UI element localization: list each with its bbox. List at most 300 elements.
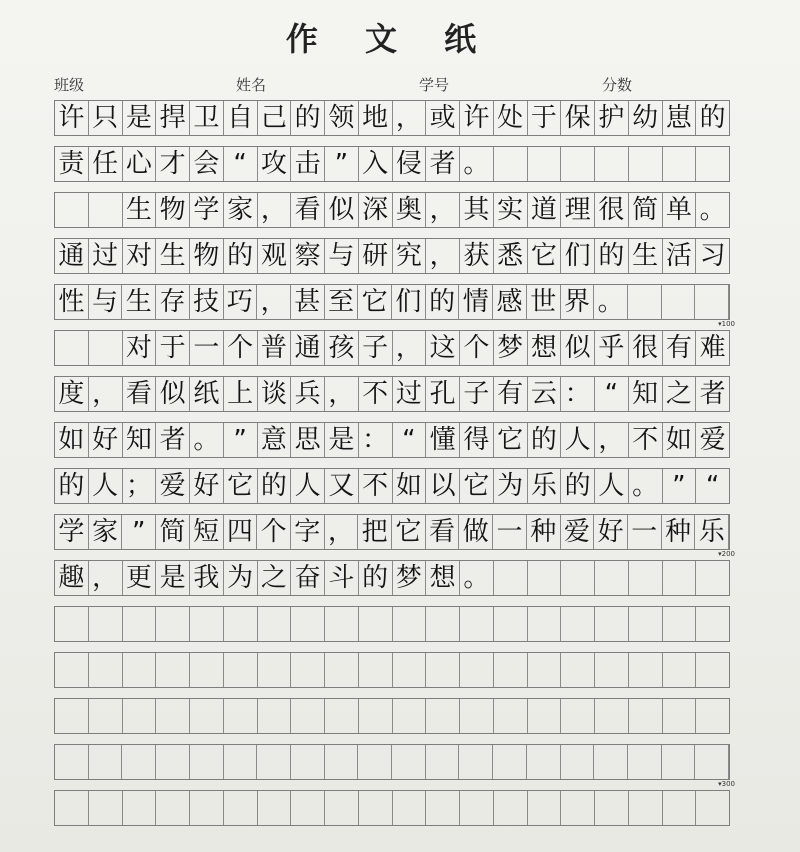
grid-cell: 理	[561, 193, 595, 227]
grid-cell: 子	[460, 377, 494, 411]
grid-cell: 人	[561, 423, 595, 457]
grid-cell: 活	[663, 239, 697, 273]
grid-cell: 生	[156, 239, 190, 273]
grid-cell: 种	[662, 515, 696, 549]
grid-cell	[628, 285, 662, 319]
grid-cell: 通	[291, 331, 325, 365]
grid-cell	[257, 745, 291, 779]
grid-cell: 又	[325, 469, 359, 503]
grid-cell: 己	[258, 101, 292, 135]
grid-cell: 情	[459, 285, 493, 319]
grid-cell: 云	[528, 377, 562, 411]
grid-cell	[291, 791, 325, 825]
grid-cell: 普	[258, 331, 292, 365]
grid-cell: 悉	[494, 239, 528, 273]
grid-cell	[89, 699, 123, 733]
grid-cell: 爱	[561, 515, 595, 549]
grid-cell: 击	[291, 147, 325, 181]
grid-cell: 人	[291, 469, 325, 503]
grid-cell: 为	[224, 561, 258, 595]
grid-cell	[594, 745, 628, 779]
grid-row	[54, 744, 735, 788]
grid-cell: 巧	[224, 285, 258, 319]
grid-cell	[89, 653, 123, 687]
grid-cell: 它	[392, 515, 426, 549]
grid-cell: 有	[494, 377, 528, 411]
grid-cell	[325, 699, 359, 733]
grid-cell: 者	[426, 147, 460, 181]
grid-cell: 道	[528, 193, 562, 227]
grid-cell: 想	[426, 561, 460, 595]
grid-cell	[325, 607, 359, 641]
grid-cell: 个	[224, 331, 258, 365]
grid-cell: “	[393, 423, 427, 457]
grid-row	[54, 606, 730, 642]
grid-cell: 不	[359, 377, 393, 411]
grid-cell	[156, 607, 190, 641]
grid-cell: 好	[594, 515, 628, 549]
grid-cell: ，	[393, 101, 427, 135]
grid-cell: 是	[123, 101, 157, 135]
grid-cell: 有	[663, 331, 697, 365]
grid-cell: 如	[55, 423, 89, 457]
grid-cell	[662, 745, 696, 779]
grid-cell: 不	[359, 469, 393, 503]
grid-cell: 把	[358, 515, 392, 549]
grid-cell: 它	[358, 285, 392, 319]
grid-cell	[190, 791, 224, 825]
grid-cell	[595, 607, 629, 641]
grid-cell: 侵	[393, 147, 427, 181]
grid-cell	[695, 285, 729, 319]
grid-cell: “	[595, 377, 629, 411]
grid-cell: 界	[561, 285, 595, 319]
grid-cell	[426, 699, 460, 733]
grid-cell: 。	[629, 469, 663, 503]
grid-cell: 似	[156, 377, 190, 411]
grid-cell	[55, 745, 89, 779]
grid-cell	[393, 607, 427, 641]
grid-cell: 的	[359, 561, 393, 595]
student-id-label: 学号	[419, 76, 450, 94]
grid-cell: 它	[494, 423, 528, 457]
grid-cell	[291, 607, 325, 641]
grid-cell: 察	[291, 239, 325, 273]
grid-row	[54, 146, 730, 182]
grid-cell: 懂	[426, 423, 460, 457]
grid-cell	[392, 745, 426, 779]
grid-cell	[190, 745, 224, 779]
grid-cell: 我	[190, 561, 224, 595]
grid-cell: 攻	[258, 147, 292, 181]
grid-cell: 们	[561, 239, 595, 273]
page-title: 作 文 纸	[285, 20, 495, 58]
grid-cell: 研	[359, 239, 393, 273]
grid-cell: 处	[494, 101, 528, 135]
grid-cell: 谈	[258, 377, 292, 411]
grid-cell: 于	[156, 331, 190, 365]
grid-cell: 性	[55, 285, 89, 319]
grid-cell: ，	[595, 423, 629, 457]
grid-cell: 兵	[291, 377, 325, 411]
grid-cell: 人	[89, 469, 123, 503]
grid-cell: 上	[224, 377, 258, 411]
grid-cell: 。	[190, 423, 224, 457]
grid-cell: 深	[359, 193, 393, 227]
grid-cell: 短	[190, 515, 224, 549]
grid-cell	[494, 791, 528, 825]
grid-cell	[695, 745, 729, 779]
grid-cell: 学	[55, 515, 89, 549]
grid-cell: 甚	[291, 285, 325, 319]
grid-cell	[156, 699, 190, 733]
grid-cell	[190, 607, 224, 641]
grid-cell: 自	[224, 101, 258, 135]
grid-cell: 许	[55, 101, 89, 135]
grid-cell: 实	[494, 193, 528, 227]
grid-row	[54, 238, 730, 274]
grid-cell	[359, 791, 393, 825]
grid-row	[54, 790, 730, 826]
grid-cell	[224, 791, 258, 825]
grid-cell: 家	[89, 515, 123, 549]
grid-cell: ，	[89, 561, 123, 595]
grid-cell: ”	[325, 147, 359, 181]
grid-cell: 好	[190, 469, 224, 503]
grid-cell: 看	[291, 193, 325, 227]
grid-cell: 如	[663, 423, 697, 457]
grid-cell: 究	[393, 239, 427, 273]
grid-cell: 的	[561, 469, 595, 503]
grid-cell	[426, 745, 460, 779]
grid-cell	[123, 653, 157, 687]
grid-cell: 孩	[325, 331, 359, 365]
grid-cell	[55, 193, 89, 227]
grid-cell: “	[224, 147, 258, 181]
grid-cell: 领	[325, 101, 359, 135]
grid-cell	[561, 607, 595, 641]
grid-row	[54, 192, 730, 228]
grid-cell: 梦	[494, 331, 528, 365]
grid-cell: 们	[392, 285, 426, 319]
grid-cell: 的	[426, 285, 460, 319]
grid-cell	[629, 653, 663, 687]
grid-cell: 它	[460, 469, 494, 503]
grid-cell: 责	[55, 147, 89, 181]
grid-cell	[325, 745, 359, 779]
grid-cell	[561, 561, 595, 595]
grid-cell	[629, 147, 663, 181]
grid-cell: 是	[156, 561, 190, 595]
grid-cell: 孔	[426, 377, 460, 411]
grid-cell	[291, 653, 325, 687]
grid-cell	[393, 791, 427, 825]
grid-cell: 以	[426, 469, 460, 503]
grid-cell	[89, 193, 123, 227]
grid-cell	[663, 653, 697, 687]
grid-cell: 保	[561, 101, 595, 135]
grid-cell: 思	[291, 423, 325, 457]
student-info-fields	[0, 74, 800, 96]
grid-cell	[156, 653, 190, 687]
grid-cell: 物	[156, 193, 190, 227]
grid-cell	[528, 653, 562, 687]
grid-cell	[528, 791, 562, 825]
grid-cell: 只	[89, 101, 123, 135]
grid-cell	[595, 653, 629, 687]
grid-cell	[55, 699, 89, 733]
grid-cell: 或	[426, 101, 460, 135]
grid-cell	[494, 561, 528, 595]
grid-cell: 奥	[393, 193, 427, 227]
grid-cell: 人	[595, 469, 629, 503]
grid-cell: 度	[55, 377, 89, 411]
grid-cell: 家	[224, 193, 258, 227]
grid-cell: 卫	[190, 101, 224, 135]
grid-cell	[494, 699, 528, 733]
grid-cell: 很	[595, 193, 629, 227]
grid-cell: 的	[595, 239, 629, 273]
grid-cell: 之	[258, 561, 292, 595]
grid-cell: 于	[528, 101, 562, 135]
grid-cell: 心	[123, 147, 157, 181]
grid-cell	[291, 699, 325, 733]
word-count-marker: ▾100	[718, 320, 735, 328]
grid-cell	[122, 745, 156, 779]
grid-cell	[393, 699, 427, 733]
grid-cell	[426, 791, 460, 825]
grid-cell: 看	[123, 377, 157, 411]
grid-cell: 生	[122, 285, 156, 319]
grid-cell: ，	[325, 515, 359, 549]
grid-cell: 乎	[595, 331, 629, 365]
grid-cell	[55, 653, 89, 687]
grid-cell: 乐	[695, 515, 729, 549]
grid-cell	[359, 699, 393, 733]
grid-cell: 好	[89, 423, 123, 457]
grid-cell: 它	[528, 239, 562, 273]
grid-cell	[528, 607, 562, 641]
grid-cell: 不	[629, 423, 663, 457]
grid-cell: 的	[55, 469, 89, 503]
grid-cell: ；	[123, 469, 157, 503]
grid-cell: “	[705, 471, 720, 501]
grid-cell	[224, 745, 258, 779]
grid-cell: 奋	[291, 561, 325, 595]
grid-cell: ”	[224, 423, 258, 457]
grid-cell	[89, 745, 123, 779]
grid-cell: 如	[393, 469, 427, 503]
grid-cell	[662, 285, 696, 319]
grid-cell	[190, 699, 224, 733]
grid-row	[54, 560, 730, 596]
grid-cell	[561, 745, 595, 779]
grid-cell: 崽	[663, 101, 697, 135]
grid-row	[54, 284, 735, 328]
grid-cell: 护	[595, 101, 629, 135]
grid-cell: 这	[426, 331, 460, 365]
grid-cell	[493, 745, 527, 779]
grid-cell: 知	[629, 377, 663, 411]
grid-cell	[258, 699, 292, 733]
grid-cell: 个	[460, 331, 494, 365]
grid-cell: 似	[561, 331, 595, 365]
grid-cell: 难	[699, 333, 726, 363]
grid-cell	[629, 561, 663, 595]
grid-cell: 者	[699, 379, 726, 409]
grid-cell: 爱	[699, 425, 726, 455]
grid-cell	[494, 147, 528, 181]
grid-cell: 种	[527, 515, 561, 549]
grid-cell	[224, 607, 258, 641]
grid-cell	[426, 607, 460, 641]
grid-cell: ，	[426, 239, 460, 273]
grid-cell	[628, 745, 662, 779]
grid-cell: 简	[156, 515, 190, 549]
grid-row	[54, 652, 730, 688]
grid-cell	[527, 745, 561, 779]
grid-row	[54, 698, 730, 734]
grid-row	[54, 468, 730, 504]
grid-cell: 捍	[156, 101, 190, 135]
grid-cell: 者	[156, 423, 190, 457]
grid-cell: 想	[528, 331, 562, 365]
grid-cell: 世	[527, 285, 561, 319]
grid-cell	[359, 653, 393, 687]
grid-cell	[494, 607, 528, 641]
grid-cell: ，	[89, 377, 123, 411]
grid-cell: 得	[460, 423, 494, 457]
grid-cell: 通	[55, 239, 89, 273]
grid-cell: 。	[594, 285, 628, 319]
grid-cell	[696, 699, 729, 733]
grid-cell: 意	[258, 423, 292, 457]
grid-cell: 很	[629, 331, 663, 365]
grid-cell	[459, 745, 493, 779]
grid-cell	[528, 147, 562, 181]
grid-cell: 的	[528, 423, 562, 457]
grid-cell	[696, 653, 729, 687]
grid-cell	[325, 653, 359, 687]
grid-cell	[123, 791, 157, 825]
grid-cell	[696, 561, 729, 595]
word-count-marker: ▾300	[718, 780, 735, 788]
grid-cell	[55, 607, 89, 641]
grid-cell	[460, 699, 494, 733]
grid-cell: 的	[291, 101, 325, 135]
grid-cell: ”	[122, 515, 156, 549]
grid-cell: 为	[494, 469, 528, 503]
grid-cell	[359, 607, 393, 641]
grid-cell	[561, 699, 595, 733]
grid-row	[54, 100, 730, 136]
grid-cell	[426, 653, 460, 687]
grid-cell: 一	[628, 515, 662, 549]
grid-cell: 做	[459, 515, 493, 549]
grid-cell: 其	[460, 193, 494, 227]
grid-cell: ，	[258, 193, 292, 227]
grid-cell	[629, 607, 663, 641]
grid-cell: ”	[663, 469, 697, 503]
grid-cell	[561, 653, 595, 687]
grid-cell: 至	[325, 285, 359, 319]
grid-cell: 一	[190, 331, 224, 365]
grid-cell	[494, 653, 528, 687]
grid-cell	[460, 791, 494, 825]
grid-cell	[55, 331, 89, 365]
grid-cell: 看	[426, 515, 460, 549]
grid-cell: 生	[629, 239, 663, 273]
grid-cell	[663, 791, 697, 825]
grid-cell: 感	[493, 285, 527, 319]
grid-cell	[460, 607, 494, 641]
grid-cell: 爱	[156, 469, 190, 503]
grid-cell: 过	[89, 239, 123, 273]
grid-cell: 更	[123, 561, 157, 595]
grid-cell: ，	[426, 193, 460, 227]
grid-cell	[696, 147, 729, 181]
grid-cell: 它	[224, 469, 258, 503]
grid-cell	[629, 791, 663, 825]
grid-cell: 单	[663, 193, 697, 227]
grid-cell: 习	[699, 241, 726, 271]
grid-cell	[696, 607, 729, 641]
name-label: 姓名	[236, 76, 267, 94]
grid-cell: 斗	[325, 561, 359, 595]
grid-cell: ，	[257, 285, 291, 319]
grid-cell: 的	[224, 239, 258, 273]
grid-cell	[595, 791, 629, 825]
grid-row	[54, 330, 730, 366]
grid-cell: ：	[359, 423, 393, 457]
grid-cell	[393, 653, 427, 687]
grid-cell	[291, 745, 325, 779]
grid-cell: 的	[258, 469, 292, 503]
grid-cell	[358, 745, 392, 779]
grid-cell: 纸	[190, 377, 224, 411]
grid-cell: 似	[325, 193, 359, 227]
grid-cell: 子	[359, 331, 393, 365]
grid-cell: 乐	[528, 469, 562, 503]
grid-cell	[156, 791, 190, 825]
grid-cell: ，	[393, 331, 427, 365]
grid-cell: 入	[359, 147, 393, 181]
grid-cell: 梦	[393, 561, 427, 595]
grid-cell	[258, 791, 292, 825]
grid-cell	[595, 699, 629, 733]
grid-cell: 知	[123, 423, 157, 457]
grid-cell	[89, 607, 123, 641]
grid-cell: 简	[629, 193, 663, 227]
grid-cell	[595, 561, 629, 595]
grid-cell	[190, 653, 224, 687]
grid-row	[54, 422, 730, 458]
grid-row	[54, 376, 730, 412]
grid-cell	[123, 699, 157, 733]
grid-cell	[696, 791, 729, 825]
grid-cell	[663, 699, 697, 733]
grid-cell: 才	[156, 147, 190, 181]
class-label: 班级	[54, 76, 85, 94]
grid-cell: 获	[460, 239, 494, 273]
grid-cell	[561, 147, 595, 181]
grid-cell	[629, 699, 663, 733]
grid-cell	[55, 791, 89, 825]
grid-cell	[224, 699, 258, 733]
grid-cell	[325, 791, 359, 825]
grid-cell: 。	[699, 195, 726, 225]
grid-cell: 过	[393, 377, 427, 411]
